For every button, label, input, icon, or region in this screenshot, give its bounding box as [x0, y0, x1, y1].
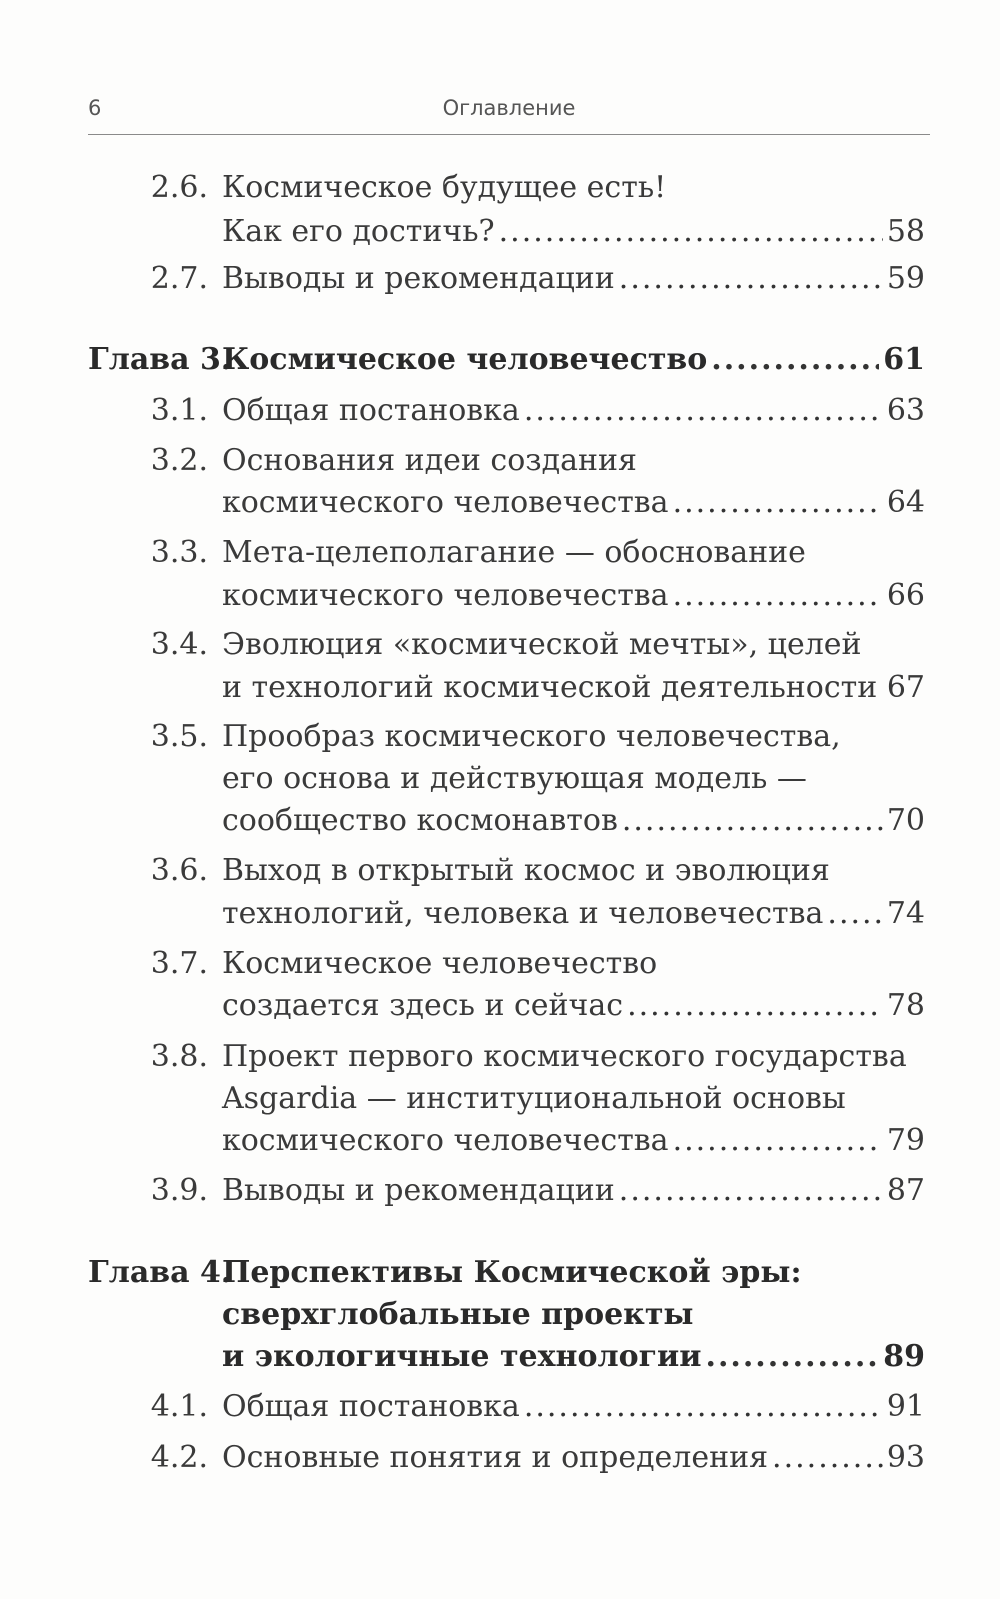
- toc-entry-leader: [222, 891, 925, 937]
- dot-leader: [499, 209, 883, 255]
- dot-leader: [772, 1435, 883, 1481]
- dot-leader: [673, 480, 883, 526]
- toc-entry-number: 3.9.: [150, 1173, 208, 1208]
- toc-entry-leader: [222, 798, 925, 844]
- toc-entry-title-line: Общая постановка: [222, 1389, 520, 1424]
- dot-leader: [711, 337, 879, 383]
- dot-leader: [524, 388, 883, 434]
- toc-page-number: 70: [886, 803, 925, 838]
- toc-chapter-title: Перспективы Космической эры:: [222, 1255, 802, 1290]
- toc-entry-leader: [222, 1435, 925, 1481]
- toc-page-number: 93: [886, 1440, 925, 1475]
- dot-leader: [619, 1168, 883, 1214]
- toc-page-number: 58: [886, 214, 925, 249]
- toc-chapter-number: Глава 4.: [88, 1255, 232, 1290]
- toc-entry-title-line: Основные понятия и определения: [222, 1440, 769, 1475]
- dot-leader: [881, 665, 883, 711]
- toc-entry-title-line: Выводы и рекомендации: [222, 1173, 615, 1208]
- toc-page-number: 79: [886, 1123, 925, 1158]
- toc-entry-number: 4.2.: [150, 1440, 208, 1475]
- toc-entry-number: 3.4.: [150, 627, 208, 662]
- toc-entry-number: 4.1.: [150, 1389, 208, 1424]
- toc-entry-leader: [222, 1334, 925, 1380]
- toc-entry-title-line: Мета-целеполагание — обоснование: [222, 535, 806, 570]
- toc-entry-title-line: Как его достичь?: [222, 214, 495, 249]
- toc-entry-title-line: Выход в открытый космос и эволюция: [222, 853, 830, 888]
- toc-page-number: 89: [883, 1339, 925, 1374]
- toc-page-number: 74: [886, 896, 925, 931]
- toc-entry-number: 3.3.: [150, 535, 208, 570]
- toc-entry-title-line: Основания идеи создания: [222, 443, 637, 478]
- toc-page-number: 87: [886, 1173, 925, 1208]
- toc-entry-title-line: Asgardia — институциональной основы: [222, 1081, 846, 1116]
- toc-entry-number: 2.7.: [150, 261, 208, 296]
- toc-entry-title-line: и технологий космической деятельности: [222, 670, 878, 705]
- toc-entry-number: 2.6.: [150, 170, 208, 205]
- toc-entry-title-line: создается здесь и сейчас: [222, 988, 624, 1023]
- toc-page-number: 78: [886, 988, 925, 1023]
- toc-entry-title-line: сообщество космонавтов: [222, 803, 618, 838]
- toc-entry-number: 3.2.: [150, 443, 208, 478]
- running-header: [88, 96, 930, 130]
- toc-chapter-title: сверхглобальные проекты: [222, 1297, 694, 1332]
- toc-page-number: 67: [886, 670, 925, 705]
- toc-entry-number: 3.6.: [150, 853, 208, 888]
- toc-entry-title-line: Эволюция «космической мечты», целей: [222, 627, 862, 662]
- toc-entry-leader: [222, 480, 925, 526]
- dot-leader: [673, 573, 883, 619]
- dot-leader: [622, 798, 883, 844]
- toc-entry-title-line: Выводы и рекомендации: [222, 261, 615, 296]
- toc-page-number: 61: [883, 342, 925, 377]
- toc-entry-title-line: Общая постановка: [222, 393, 520, 428]
- toc-entry-number: 3.5.: [150, 719, 208, 754]
- toc-entry-title-line: его основа и действующая модель —: [222, 761, 807, 796]
- toc-chapter-title: Космическое человечество: [222, 342, 708, 377]
- toc-entry-leader: [222, 337, 925, 383]
- toc-entry-title-line: космического человечества: [222, 578, 669, 613]
- toc-chapter-number: Глава 3.: [88, 342, 232, 377]
- toc-entry-leader: [222, 573, 925, 619]
- running-title: Оглавление: [442, 96, 576, 120]
- toc-chapter-title: и экологичные технологии: [222, 1339, 702, 1374]
- dot-leader: [827, 891, 882, 937]
- toc-page-number: 66: [886, 578, 925, 613]
- toc-entry-leader: [222, 665, 925, 711]
- toc-entry-number: 3.7.: [150, 946, 208, 981]
- toc-entry-number: 3.1.: [150, 393, 208, 428]
- toc-page-number: 63: [886, 393, 925, 428]
- toc-entry-leader: [222, 1168, 925, 1214]
- page-number: 6: [88, 96, 102, 120]
- dot-leader: [627, 983, 883, 1029]
- toc-entry-number: 3.8.: [150, 1039, 208, 1074]
- dot-leader: [706, 1334, 880, 1380]
- toc-page-number: 59: [886, 261, 925, 296]
- toc-entry-leader: [222, 1118, 925, 1164]
- toc-entry-leader: [222, 209, 925, 255]
- toc-entry-title-line: космического человечества: [222, 485, 669, 520]
- toc-entry-leader: [222, 983, 925, 1029]
- toc-entry-title-line: Прообраз космического человечества,: [222, 719, 841, 754]
- toc-entry-title-line: технологий, человека и человечества: [222, 896, 824, 931]
- toc-entry-title-line: Космическое человечество: [222, 946, 658, 981]
- toc-entry-leader: [222, 1384, 925, 1430]
- dot-leader: [524, 1384, 883, 1430]
- toc-entry-leader: [222, 388, 925, 434]
- toc-entry-title-line: космического человечества: [222, 1123, 669, 1158]
- toc-entry-leader: [222, 256, 925, 302]
- dot-leader: [673, 1118, 883, 1164]
- toc-page-number: 91: [886, 1389, 925, 1424]
- toc-page-number: 64: [886, 485, 925, 520]
- header-rule: [88, 134, 930, 135]
- toc-entry-title-line: Проект первого космического государства: [222, 1039, 907, 1074]
- dot-leader: [619, 256, 883, 302]
- toc-entry-title-line: Космическое будущее есть!: [222, 170, 667, 205]
